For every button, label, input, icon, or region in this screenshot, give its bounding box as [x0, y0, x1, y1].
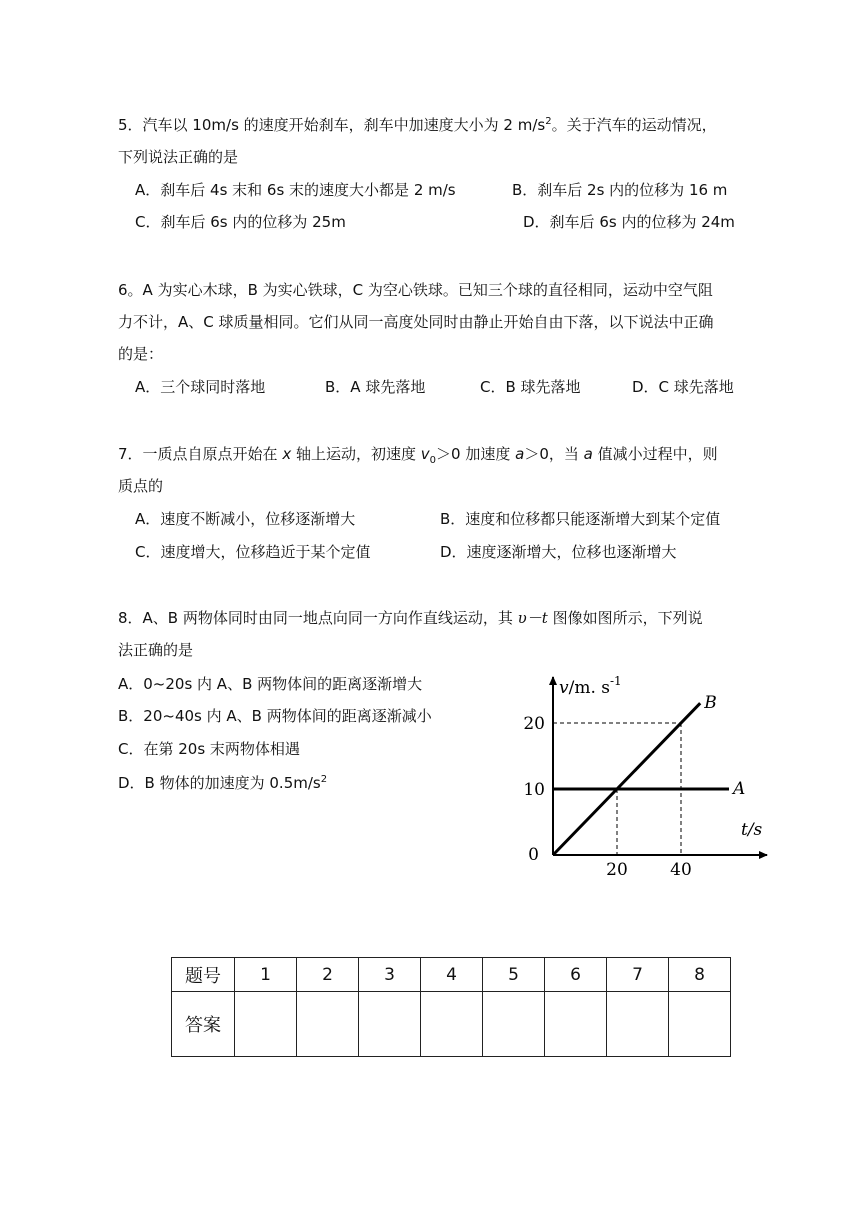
q6-option-a: A．三个球同时落地: [135, 378, 266, 396]
answer-header: 答案: [172, 992, 235, 1057]
q8-option-b: B．20~40s 内 A、B 两物体间的距离逐渐减小: [118, 707, 432, 725]
q6-option-c: C．B 球先落地: [480, 378, 581, 396]
q8-option-d: D．B 物体的加速度为 $0.5m/s^2$: [118, 774, 328, 792]
q8-option-c: C．在第 20s 末两物体相遇: [118, 740, 300, 758]
answer-cell[interactable]: [607, 992, 669, 1057]
answer-cell[interactable]: [545, 992, 607, 1057]
q6-stem-line3: 的是：: [118, 345, 164, 363]
x-tick-label: 40: [670, 860, 692, 880]
q8-stem-line1: 8．A、B 两物体同时由同一地点向同一方向作直线运动，其 υ－t 图像如图所示，下列说: [118, 609, 703, 627]
series-label-a: A: [733, 779, 746, 799]
question-number-cell: 8: [669, 958, 731, 992]
table-row: [172, 992, 731, 1057]
question-number-cell: 1: [235, 958, 297, 992]
q5-option-d: D．刹车后 6s 内的位移为 24m: [523, 213, 735, 231]
origin-label: 0: [528, 845, 539, 865]
answer-cell[interactable]: [421, 992, 483, 1057]
q8-stem-line2: 法正确的是: [118, 641, 194, 659]
question-number-cell: 6: [545, 958, 607, 992]
q5-stem-line1: 5．汽车以 10m/s 的速度开始刹车，刹车中加速度大小为 2 $m/s^2$。关于汽车的运动情况，: [118, 116, 717, 134]
q5-option-b: B．刹车后 2s 内的位移为 16 m: [512, 181, 728, 199]
q5-option-c: C．刹车后 6s 内的位移为 25m: [135, 213, 346, 231]
question-number-cell: 4: [421, 958, 483, 992]
question-number-header: 题号: [172, 958, 235, 992]
q7-stem-line1: 7．一质点自原点开始在 x 轴上运动，初速度 $v_0>0$ 加速度 a＞0，当 a 值减小过程中，则: [118, 445, 718, 466]
table-row: [172, 958, 731, 992]
q7-option-a: A．速度不断减小，位移逐渐增大: [135, 510, 356, 528]
question-number-cell: 2: [297, 958, 359, 992]
answer-cell[interactable]: [235, 992, 297, 1057]
question-number-cell: 3: [359, 958, 421, 992]
series-label-b: B: [704, 693, 717, 714]
q6-stem-line1: 6。A 为实心木球，B 为实心铁球，C 为空心铁球。已知三个球的直径相同，运动中空气阻: [118, 281, 713, 299]
q7-option-b: B．速度和位移都只能逐渐增大到某个定值: [440, 510, 721, 528]
q6-option-d: D．C 球先落地: [632, 378, 734, 396]
question-number-cell: 7: [607, 958, 669, 992]
answer-cell[interactable]: [359, 992, 421, 1057]
question-number-cell: 5: [483, 958, 545, 992]
q6-option-b: B．A 球先落地: [325, 378, 426, 396]
q5-stem-line2: 下列说法正确的是: [118, 148, 239, 166]
q7-option-c: C．速度增大，位移趋近于某个定值: [135, 543, 371, 561]
q7-option-d: D．速度逐渐增大，位移也逐渐增大: [440, 543, 677, 561]
answer-cell[interactable]: [297, 992, 359, 1057]
x-tick-label: 20: [606, 860, 628, 880]
answer-table: [171, 957, 731, 1057]
vt-graph: [505, 665, 785, 880]
q8-option-a: A．0~20s 内 A、B 两物体间的距离逐渐增大: [118, 675, 423, 693]
y-tick-label: 10: [523, 780, 545, 800]
answer-cell[interactable]: [669, 992, 731, 1057]
y-tick-label: 20: [523, 714, 545, 734]
q5-option-a: A．刹车后 4s 末和 6s 末的速度大小都是 2 m/s: [135, 181, 456, 199]
answer-cell[interactable]: [483, 992, 545, 1057]
q7-stem-line2: 质点的: [118, 477, 164, 495]
q6-stem-line2: 力不计，A、C 球质量相同。它们从同一高度处同时由静止开始自由下落，以下说法中正确: [118, 313, 714, 331]
y-axis-label: v/m. $s^{-1}$: [559, 674, 622, 698]
series-line-b: [553, 703, 700, 855]
x-axis-label: t/s: [741, 820, 763, 840]
